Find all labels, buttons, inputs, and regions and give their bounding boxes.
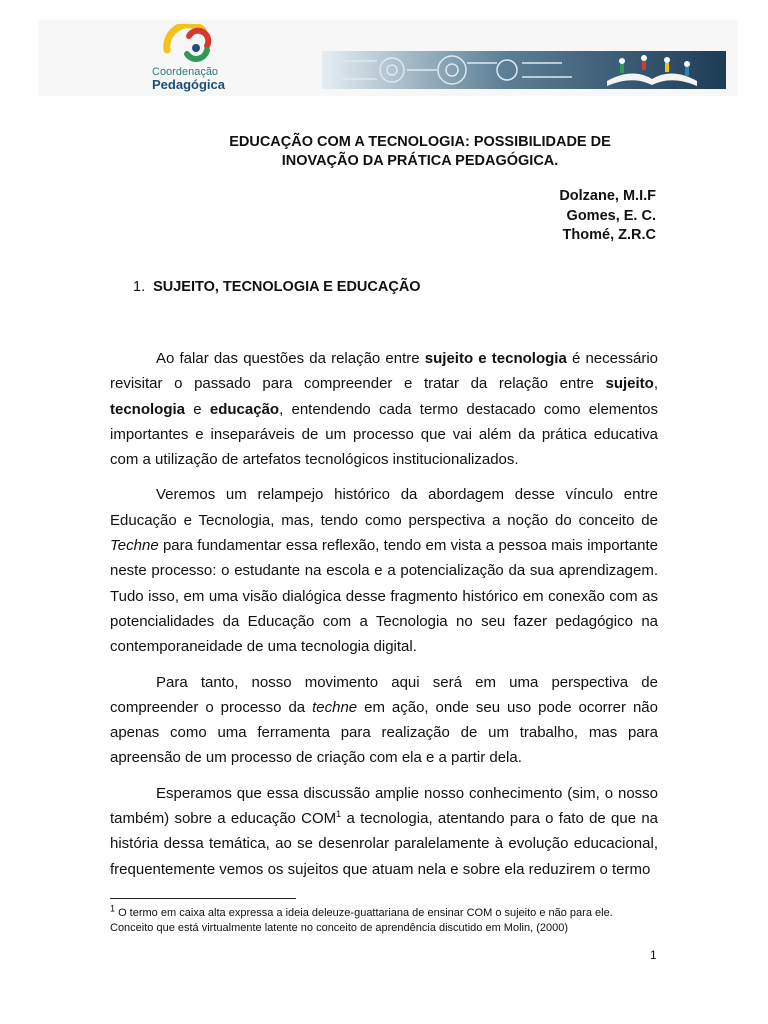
footnote-text: O termo em caixa alta expressa a ideia deleuze-guattariana de ensinar COM o sujeito e não para ele. Conceito que está virtualmente latente no conceito de aprendência discutido em Molin, (2000) <box>110 907 613 934</box>
author-3: Thomé, Z.R.C <box>562 227 656 243</box>
p1-bold-1: sujeito e tecnologia <box>424 350 567 367</box>
p3-text-2: em ação, onde seu uso pode ocorrer não apenas como uma ferramenta para realização de um trabalho, mas para apreensão de um processo de criação com ela e a partir dela. <box>110 698 658 767</box>
authors-block <box>559 187 656 246</box>
p1-bold-2: sujeito <box>605 375 654 393</box>
footnote-mark: 1 <box>110 903 116 914</box>
p2-italic-1: Techne <box>110 537 159 555</box>
footnote <box>110 903 658 936</box>
p4-text-2: a tecnologia, atentando para o fato de que na história dessa temática, ao se desenrolar paralelamente à evolução educacional, frequentemente vemos os sujeitos que atuam nela e sobre ela reduzirem o termo <box>110 810 658 878</box>
author-1: Dolzane, M.I.F <box>559 188 656 204</box>
coordenacao-logo <box>148 24 238 92</box>
p1-bold-4: educação <box>209 400 280 418</box>
title-line-1: EDUCAÇÃO COM A TECNOLOGIA: POSSIBILIDADE DE <box>229 134 611 150</box>
section-title: SUJEITO, TECNOLOGIA E EDUCAÇÃO <box>153 279 421 295</box>
section-number: 1. <box>133 279 146 295</box>
p1-bold-3: tecnologia <box>110 400 186 418</box>
document-body <box>110 346 658 882</box>
document-title <box>140 133 700 171</box>
paragraph-2 <box>110 482 658 659</box>
p2-text-2: para fundamentar essa reflexão, tendo em vista a pessoa mais importante neste processo: o estudante na escola e a potencialização da sua aprendizagem. Tudo isso, em uma visão dialógica desse fragmento histórico em conexão com as potencialidades da Educação com a Tecnologia no seu fazer pedagógico na contemporaneidade de uma tecnologia digital. <box>110 537 658 656</box>
paragraph-4 <box>110 781 658 882</box>
p1-text-3: , <box>653 375 658 393</box>
footnote-divider <box>110 898 296 899</box>
footnote-reference[interactable]: 1 <box>336 809 342 820</box>
p4-text-1: Esperamos que essa discussão amplie nosso conhecimento (sim, o nosso também) sobre a educação COM <box>110 784 658 828</box>
p3-italic-1: techne <box>312 698 358 716</box>
author-2: Gomes, E. C. <box>566 207 656 224</box>
title-line-2: INOVAÇÃO DA PRÁTICA PEDAGÓGICA. <box>281 153 559 169</box>
p1-text-2: é necessário revisitar o passado para compreender e tratar da relação entre <box>110 350 658 393</box>
p1-text-1: Ao falar das questões da relação entre <box>156 350 425 367</box>
logo-mark-icon <box>163 24 215 64</box>
logo-text-line2: Pedagógica <box>152 77 225 92</box>
gears-book-banner-icon <box>322 51 726 89</box>
paragraph-3 <box>110 670 658 771</box>
p3-text-1: Para tanto, nosso movimento aqui será em uma perspectiva de compreender o processo da <box>110 673 658 716</box>
p1-text-5: , entendendo cada termo destacado como elementos importantes e inseparáveis de um processo que vai além da prática educativa com a utilização de artefatos tecnológicos institucionalizados. <box>110 400 658 469</box>
p1-text-4: e <box>185 400 210 418</box>
p2-text-1: Veremos um relampejo histórico da abordagem desse vínculo entre Educação e Tecnologia, mas, tendo como perspectiva a noção do conceito de <box>110 486 658 529</box>
section-heading <box>133 279 421 295</box>
page-number: 1 <box>650 948 657 962</box>
logo-text-line1: Coordenação <box>152 66 219 78</box>
paragraph-1 <box>110 346 658 472</box>
